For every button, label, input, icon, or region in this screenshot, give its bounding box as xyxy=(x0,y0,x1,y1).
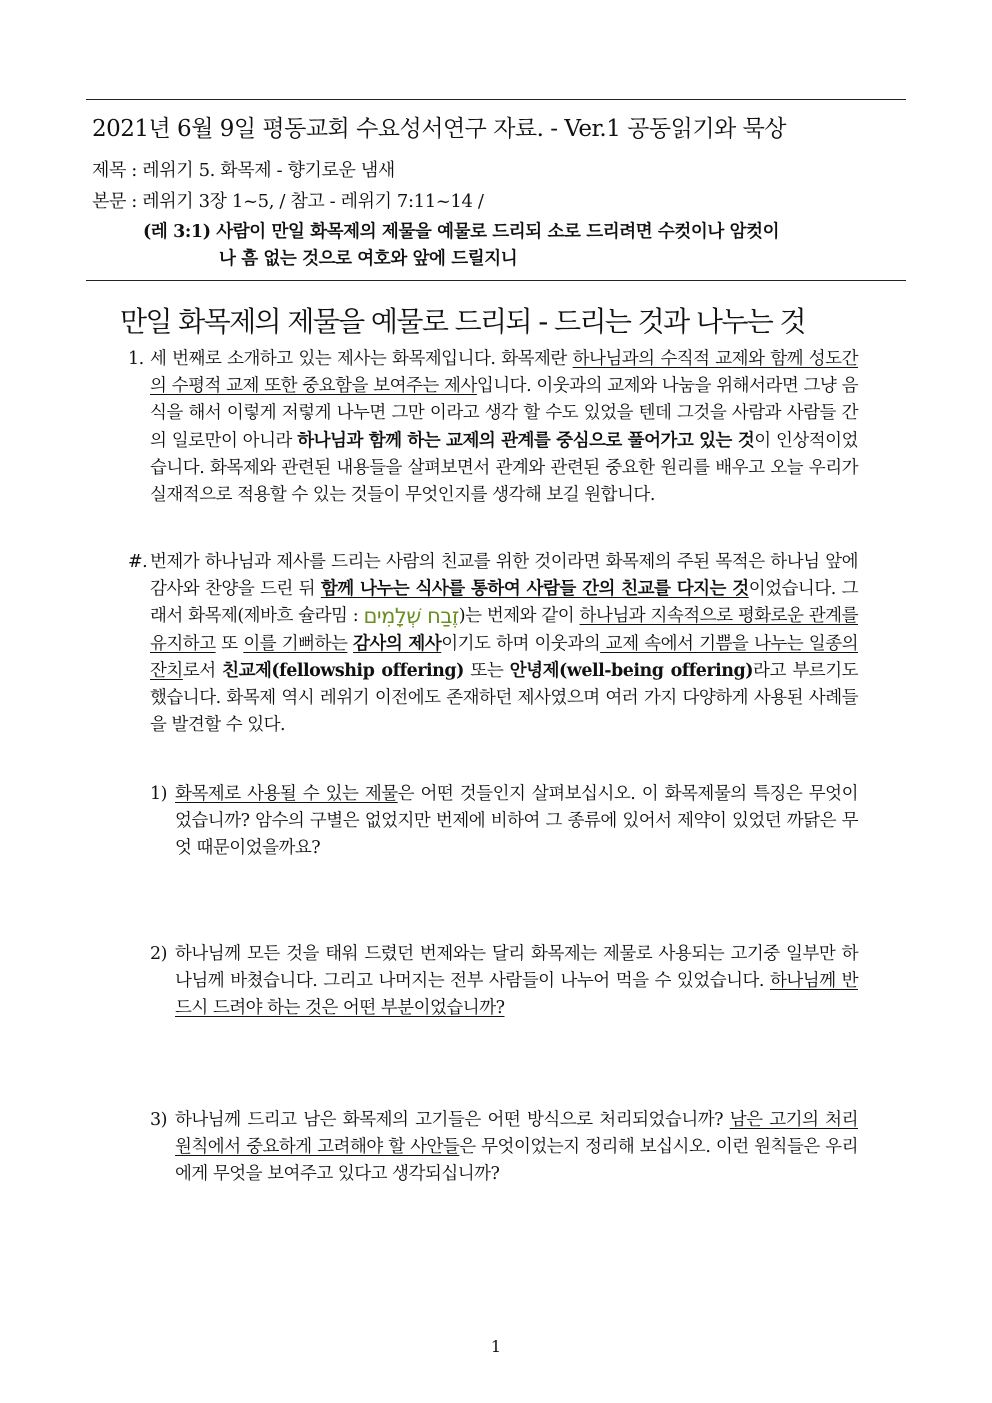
question-marker: 2) xyxy=(150,944,167,964)
question-body xyxy=(150,781,858,863)
text-run: 세 번째로 소개하고 있는 제사는 화목제입니다. 화목제란 xyxy=(150,349,573,369)
bold-text: 안녕제(well-being offering) xyxy=(509,660,754,681)
underlined-text: 화목제로 사용될 수 있는 제물 xyxy=(175,784,398,804)
underlined-text: 하나님께 반드시 드려야 하는 것은 어떤 부분이었습니까? xyxy=(175,971,858,1019)
text-run: 하나님께 모든 것을 태워 드렸던 번제와는 달리 화목제는 제물로 사용되는 고기중 일부만 하나님께 바쳤습니다. 그리고 나머지는 전부 사람들이 나누어 먹을 수 있었습니다. xyxy=(175,944,858,992)
key-verse-line1: (레 3:1) 사람이 만일 화목제의 제물을 예물로 드리되 소로 드리려면 수컷이나 암컷이 xyxy=(143,222,780,242)
section-title: 만일 화목제의 제물을 예물로 드리되 - 드리는 것과 나누는 것 xyxy=(120,305,805,338)
scripture-line: 본문 : 레위기 3장 1~5, / 참고 - 레위기 7:11~14 / xyxy=(92,191,484,212)
underlined-text: 하나님과의 수직적 교제와 함께 성도간의 수평적 교제 또한 중요함을 보여주는 제사 xyxy=(150,349,858,397)
text-run: 번제가 하나님과 제사를 드리는 사람의 친교를 위한 것이라면 화목제의 주된 목적은 하나님 앞에 감사와 찬양을 드린 뒤 xyxy=(150,552,858,600)
key-verse xyxy=(143,219,863,273)
text-run: 하나님께 드리고 남은 화목제의 고기들은 어떤 방식으로 처리되었습니까? xyxy=(175,1110,730,1130)
intro-paragraph xyxy=(128,346,858,509)
text-run: 이었습니다. 그래서 화목제(제바흐 슐라밈 : xyxy=(150,579,858,627)
text-run: 은 어떤 것들인지 살펴보십시오. 이 화목제물의 특징은 무엇이었습니까? 암수의 구별은 없었지만 번제에 비하여 그 종류에 있어서 제약이 있었던 까닭은 무엇 때문이었을까요? xyxy=(175,784,858,859)
underlined-text: 남은 고기의 처리 원칙에서 중요하게 고려해야 할 사안들 xyxy=(175,1110,858,1158)
question-3 xyxy=(150,1107,858,1189)
key-verse-line2: 나 흠 없는 것으로 여호와 앞에 드릴지니 xyxy=(219,249,518,269)
subject-line: 제목 : 레위기 5. 화목제 - 향기로운 냄새 xyxy=(92,160,395,181)
purpose-paragraph xyxy=(128,549,858,739)
text-run: 은 무엇이었는지 정리해 보십시오. 이런 원칙들은 우리에게 무엇을 보여주고 있다고 생각되십니까? xyxy=(175,1137,858,1185)
underlined-text: 교제 속에서 기쁨을 나누는 일종의 잔치 xyxy=(150,633,859,681)
question-marker: 1) xyxy=(150,784,167,804)
header-bottom-divider xyxy=(86,280,906,281)
text-run: 또 xyxy=(215,633,244,654)
text-run: 라고 부르기도 했습니다. 화목제 역시 레위기 이전에도 존재하던 제사였으며 여러 가지 다양하게 사용된 사례들을 발견할 수 있다. xyxy=(150,660,859,736)
text-run: 이 인상적이었습니다. 화목제와 관련된 내용들을 살펴보면서 관계와 관련된 중요한 원리를 배우고 오늘 우리가 실재적으로 적용할 수 있는 것들이 무엇인지를 생각해 보길 원합니다. xyxy=(150,430,858,506)
underlined-text: 이를 기뻐하는 xyxy=(243,633,348,654)
paragraph-marker: 1. xyxy=(128,349,144,369)
top-divider xyxy=(86,99,906,100)
question-body xyxy=(150,941,858,1023)
page-number: 1 xyxy=(490,1337,502,1356)
bold-text: 친교제(fellowship offering) xyxy=(222,660,464,681)
paragraph-body xyxy=(128,346,858,509)
document-title: 2021년 6월 9일 평동교회 수요성서연구 자료. - Ver.1 공동읽기와 묵상 xyxy=(92,116,786,142)
bold-underlined-text: 감사의 제사 xyxy=(353,633,442,654)
text-run: 이기도 하며 이웃과의 xyxy=(441,633,601,654)
question-body xyxy=(150,1107,858,1189)
paragraph-marker: #. xyxy=(128,552,148,572)
text-run: 입니다. 이웃과의 교제와 나눔을 위해서라면 그냥 음식을 해서 이렇게 저렇게 나누면 그만 이라고 생각 할 수도 있었을 텐데 그것을 사람과 사람들 간의 일로만이 아니라 xyxy=(150,376,858,451)
question-2 xyxy=(150,941,858,1023)
question-1 xyxy=(150,781,858,863)
bold-underlined-text: 함께 나누는 식사를 통하여 사람들 간의 친교를 다지는 것 xyxy=(320,579,749,600)
text-run: 또는 xyxy=(463,660,510,681)
text-run: 로서 xyxy=(182,660,223,681)
paragraph-body xyxy=(128,549,858,739)
underlined-text: 하나님과 지속적으로 평화로운 관계를 유지하고 xyxy=(150,606,858,654)
question-marker: 3) xyxy=(150,1110,167,1130)
hebrew-term: זֶבַח שְׁלָמִים xyxy=(363,604,459,629)
text-run: )는 번제와 같이 xyxy=(458,606,580,627)
bold-text: 하나님과 함께 하는 교제의 관계를 중심으로 풀어가고 있는 것 xyxy=(297,430,755,451)
